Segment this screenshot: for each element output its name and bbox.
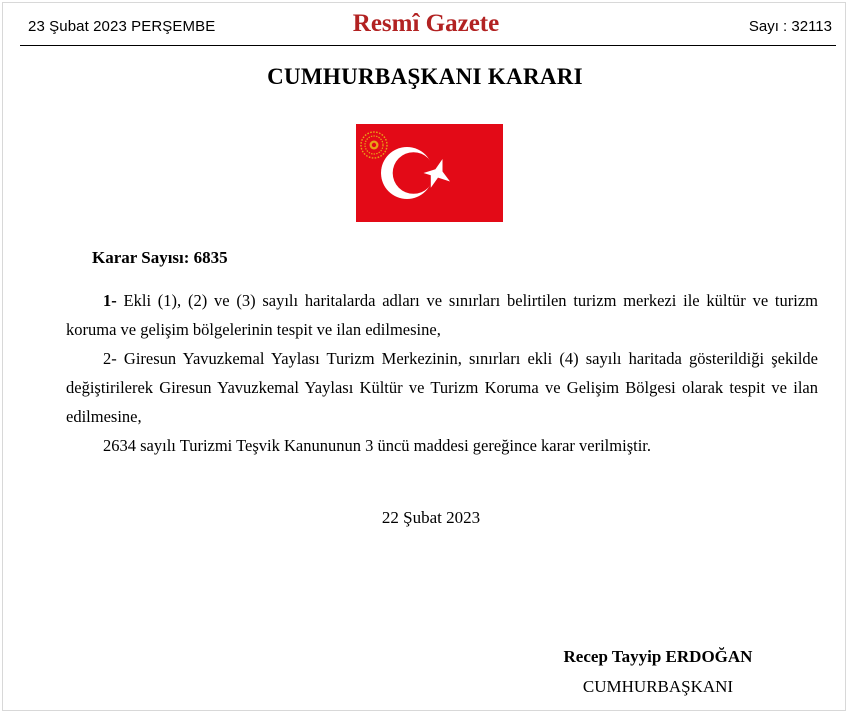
paragraph-text: 2634 sayılı Turizmi Teşvik Kanununun 3 üncü maddesi gereğince karar verilmiştir.: [103, 436, 651, 455]
signature-block: [520, 644, 796, 702]
decree-paragraph: [66, 344, 818, 431]
paragraph-text: Ekli (1), (2) ve (3) sayılı haritalarda adları ve sınırları belirtilen turizm merkezi ile kültür ve turizm koruma ve gelişim bölgelerinin tespit ve ilan edilmesine,: [66, 291, 818, 339]
decree-paragraph: [66, 431, 818, 460]
gazette-title: Resmî Gazete: [352, 10, 500, 37]
decree-number: Karar Sayısı: 6835: [92, 248, 228, 267]
issue-number: Sayı : 32113: [748, 18, 832, 35]
header-date: 23 Şubat 2023 PERŞEMBE: [28, 18, 216, 35]
signatory-name: Recep Tayyip ERDOĞAN: [563, 647, 753, 666]
turkish-flag-icon: [356, 124, 503, 222]
paragraph-text: Giresun Yavuzkemal Yaylası Turizm Merkezinin, sınırları ekli (4) sayılı haritada gösterildiği şekilde değiştirilerek Giresun Yavuzkemal Yaylası Kültür ve Turizm Koruma ve Gelişim Bölgesi olarak tespit ve ilan edilmesine,: [66, 349, 818, 426]
decree-body: [66, 286, 818, 460]
header-divider: [20, 45, 836, 46]
signatory-title: CUMHURBAŞKANI: [582, 677, 734, 696]
decree-paragraph: [66, 286, 818, 344]
signing-date: 22 Şubat 2023: [381, 508, 481, 527]
paragraph-number: 2-: [103, 349, 117, 368]
decree-title: CUMHURBAŞKANI KARARI: [267, 64, 583, 89]
paragraph-number: 1-: [103, 291, 117, 310]
gazette-header: [20, 8, 832, 44]
